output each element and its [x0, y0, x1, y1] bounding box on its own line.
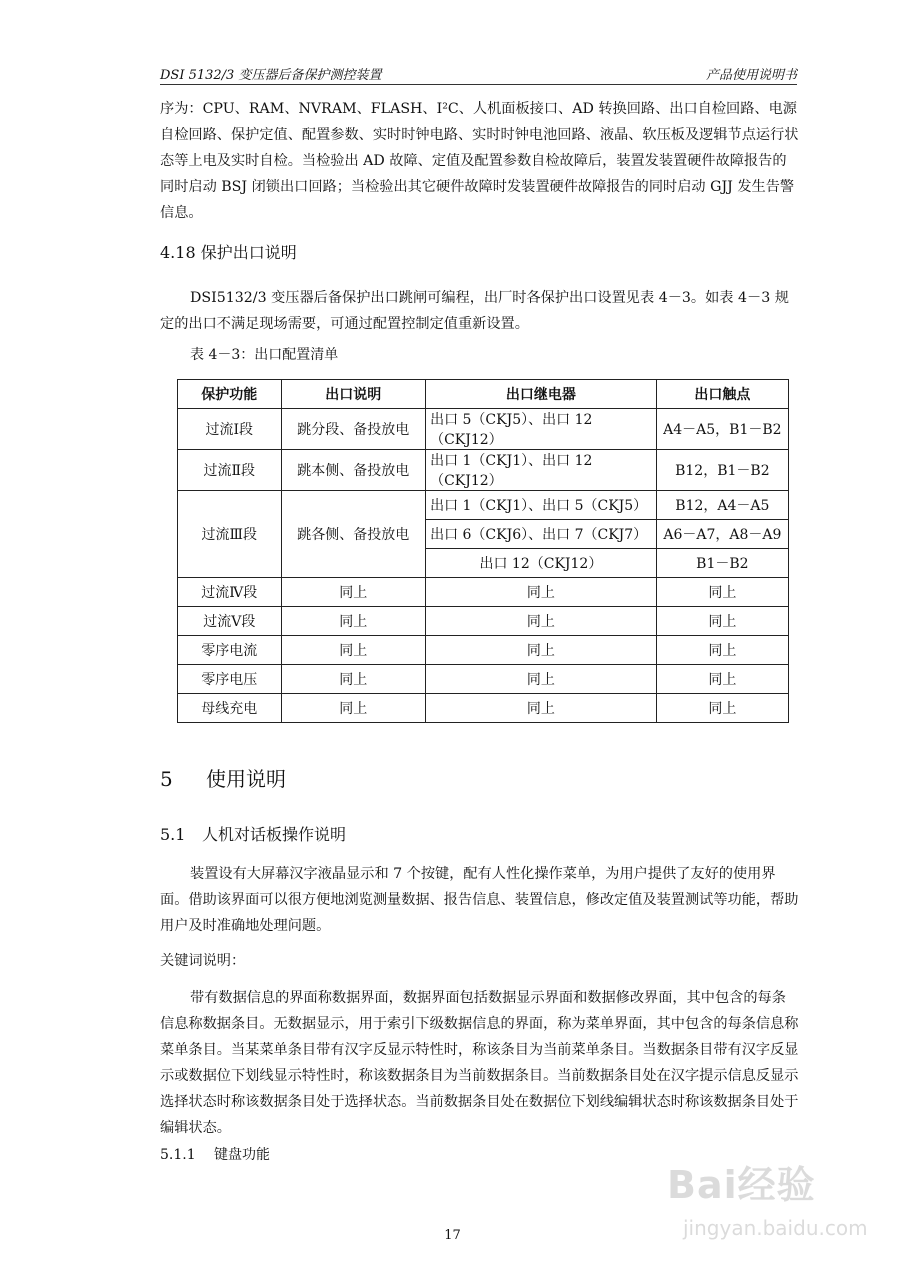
cell-contact: 同上: [656, 578, 788, 607]
cell-contact: 同上: [656, 636, 788, 665]
watermark-brand: Bai经验: [667, 1163, 816, 1207]
section-title: 键盘功能: [214, 1147, 270, 1163]
page-header: [160, 62, 797, 85]
col-header-description: 出口说明: [281, 380, 426, 409]
table-row: [178, 491, 789, 520]
cell-relay: 同上: [426, 607, 657, 636]
cell-description: 同上: [281, 665, 426, 694]
cell-function: 过流Ⅰ段: [178, 409, 282, 450]
table-row: [178, 607, 789, 636]
section-title: 人机对话板操作说明: [202, 825, 347, 844]
intro-paragraph: 序为：CPU、RAM、NVRAM、FLASH、I²C、人机面板接口、AD 转换回路、出口自检回路、电源自检回路、保护定值、配置参数、实时时钟电路、实时时钟电池回路、液晶、软压板及逻辑节点运行状态等上电及实时自检。当检验出 AD 故障、定值及配置参数自检故障后，装置发装置硬件故障报告的同时启动 BSJ 闭锁出口回路；当检验出其它硬件故障时发装置硬件故障报告的同时启动 GJJ 发生告警信息。: [160, 101, 799, 221]
cell-description: 跳分段、备投放电: [281, 409, 426, 450]
cell-relay: 出口 1（CKJ1）、出口 12（CKJ12）: [426, 450, 657, 491]
cell-contact: B12，B1－B2: [656, 450, 788, 491]
section-4-18-body: DSI5132/3 变压器后备保护出口跳闸可编程，出厂时各保护出口设置见表 4－3。如表 4－3 规定的出口不满足现场需要，可通过配置控制定值重新设置。: [160, 290, 789, 332]
keyword-body: 带有数据信息的界面称数据界面，数据界面包括数据显示界面和数据修改界面，其中包含的每条信息称数据条目。无数据显示，用于索引下级数据信息的界面，称为菜单界面，其中包含的每条信息称菜单条目。当某菜单条目带有汉字反显示特性时，称该条目为当前菜单条目。当数据条目带有汉字反显示或数据位下划线显示特性时，称该数据条目为当前数据条目。当前数据条目处在汉字提示信息反显示选择状态时称该数据条目处于选择状态。当前数据条目处在数据位下划线编辑状态时称该数据条目处于编辑状态。: [160, 990, 799, 1136]
section-5-1-1-heading: [160, 1144, 270, 1164]
cell-contact: 同上: [656, 607, 788, 636]
table-row: [178, 636, 789, 665]
table-row: [178, 409, 789, 450]
cell-relay: 出口 12（CKJ12）: [426, 549, 657, 578]
cell-contact: A6－A7，A8－A9: [656, 520, 788, 549]
col-header-function: 保护功能: [178, 380, 282, 409]
page-number: 17: [444, 1228, 461, 1243]
cell-description: 同上: [281, 694, 426, 723]
cell-function: 过流Ⅱ段: [178, 450, 282, 491]
col-header-contact: 出口触点: [656, 380, 788, 409]
cell-description: 同上: [281, 578, 426, 607]
cell-description: 跳本侧、备投放电: [281, 450, 426, 491]
section-number: 4.18: [160, 243, 196, 262]
section-number: 5: [160, 767, 173, 791]
section-5-1-body: 装置设有大屏幕汉字液晶显示和 7 个按键，配有人性化操作菜单，为用户提供了友好的使用界面。借助该界面可以很方便地浏览测量数据、报告信息、装置信息，修改定值及装置测试等功能，帮助用户及时准确地处理问题。: [160, 866, 799, 934]
header-doc-type: 产品使用说明书: [705, 68, 797, 83]
table-header-row: [178, 380, 789, 409]
cell-relay: 同上: [426, 665, 657, 694]
cell-function: 零序电流: [178, 636, 282, 665]
cell-relay: 出口 6（CKJ6）、出口 7（CKJ7）: [426, 520, 657, 549]
cell-contact: 同上: [656, 665, 788, 694]
cell-relay: 同上: [426, 578, 657, 607]
keyword-label: 关键词说明：: [160, 953, 246, 969]
cell-description: 同上: [281, 636, 426, 665]
section-5-1-heading: [160, 822, 346, 845]
cell-contact: 同上: [656, 694, 788, 723]
cell-relay: 同上: [426, 694, 657, 723]
section-5-heading: [160, 763, 286, 792]
cell-function: 过流Ⅲ段: [178, 491, 282, 578]
cell-contact: B12，A4－A5: [656, 491, 788, 520]
output-config-table: [177, 379, 789, 723]
section-title: 保护出口说明: [200, 243, 297, 262]
watermark-url: jingyan.baidu.com: [683, 1216, 868, 1240]
section-4-18-heading: [160, 240, 297, 263]
header-doc-title: DSI 5132/3 变压器后备保护测控装置: [160, 68, 382, 83]
cell-contact: A4－A5，B1－B2: [656, 409, 788, 450]
cell-description: 同上: [281, 607, 426, 636]
table-caption: 表 4－3：出口配置清单: [190, 347, 339, 363]
cell-relay: 出口 1（CKJ1）、出口 5（CKJ5）: [426, 491, 657, 520]
table-row: [178, 694, 789, 723]
cell-function: 零序电压: [178, 665, 282, 694]
table-row: [178, 665, 789, 694]
watermark: [667, 1150, 877, 1250]
cell-function: 母线充电: [178, 694, 282, 723]
section-number: 5.1.1: [160, 1147, 196, 1163]
section-title: 使用说明: [206, 767, 286, 791]
cell-relay: 同上: [426, 636, 657, 665]
cell-function: 过流Ⅴ段: [178, 607, 282, 636]
cell-relay: 出口 5（CKJ5）、出口 12（CKJ12）: [426, 409, 657, 450]
table-row: [178, 578, 789, 607]
section-number: 5.1: [160, 825, 186, 844]
cell-function: 过流Ⅳ段: [178, 578, 282, 607]
cell-description: 跳各侧、备投放电: [281, 491, 426, 578]
cell-contact: B1－B2: [656, 549, 788, 578]
col-header-relay: 出口继电器: [426, 380, 657, 409]
table-row: [178, 450, 789, 491]
